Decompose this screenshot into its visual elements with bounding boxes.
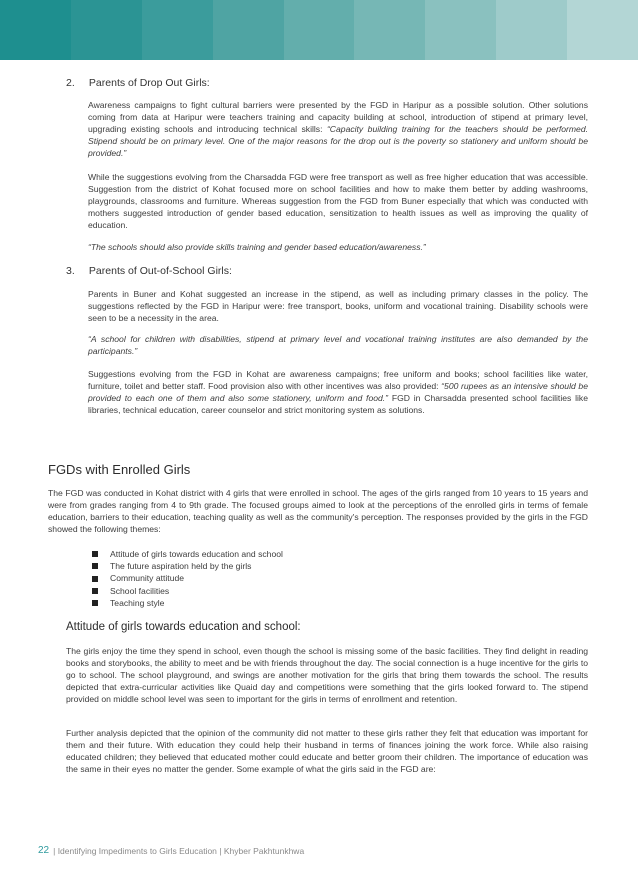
header-swatch [425,0,496,60]
attitude-title: Attitude of girls towards education and school: [66,621,301,633]
header-color-bar [0,0,638,60]
item-2-quote-text: “The schools should also provide skills training and gender based education/awareness.” [88,242,426,252]
header-swatch [142,0,213,60]
header-swatch [0,0,71,60]
square-bullet-icon [92,551,98,557]
item-2-title: Parents of Drop Out Girls: [88,77,210,89]
item-3-p3-text: Suggestions evolving from the FGD in Kohat are awareness campaigns; free uniform and books; school facilities like water, furniture, toilet and better staff. Food provision also with other incentives was also provided: [88,369,588,392]
item-2-paragraph-2: While the suggestions evolving from the Charsadda FGD were free transport as well as free higher education that was accessible. Suggestion from the district of Kohat focused more on school facilities and how to make them better by adding washrooms, playgrounds, classrooms and furniture. Whereas suggestion from the FGD from Buner especially that which was conducted with mothers suggested introduction of gender based education, sensitization to health issues as well as improving the quality of education. [88,172,588,231]
theme-label: Teaching style [110,597,165,608]
item-2-paragraph-1 [88,99,588,159]
footer-text: | Identifying Impediments to Girls Education | Khyber Pakhtunkhwa [53,845,305,856]
section-intro: The FGD was conducted in Kohat district with 4 girls that were enrolled in school. The ages of the girls ranged from 10 years to 15 years and were from grades ranging from 4 to 9th grade. The focused groups aimed to look at the perceptions of the enrolled girls in terms of female education, barriers to their education, teaching quality as well as the community's perception. The responses provided by the girls in the FGD showed the following themes: [48,488,588,535]
theme-label: The future aspiration held by the girls [110,561,252,572]
item-3-p3-rest: FGD in Charsadda presented school facilities like libraries, technical education, career counselor and strict monitoring system as solutions. [88,393,588,416]
item-3-heading [66,265,232,277]
theme-item [92,597,283,609]
header-swatch [496,0,567,60]
page-footer [38,845,304,856]
item-3-quote [88,333,588,357]
theme-label: Community attitude [110,573,185,584]
item-3-quote-text: “A school for children with disabilities, stipend at primary level and vocational training institutes are also demanded by the participants.” [88,334,588,357]
item-3-title: Parents of Out-of-School Girls: [88,265,232,277]
header-swatch [567,0,638,60]
header-swatch [213,0,284,60]
page-number: 22 [38,845,50,856]
header-swatch [284,0,355,60]
attitude-paragraph-2: Further analysis depicted that the opinion of the community did not matter to these girls rather they felt that education was important for them and their future. With education they could help their husband in terms of finances joining the work force. While also raising educated children; they believed that educated mother could educate and better groom their children. The importance of education was the same in their eyes no matter the gender. Some example of what the girls said in the FGD are: [66,728,588,775]
theme-label: School facilities [110,585,170,596]
square-bullet-icon [92,588,98,594]
item-2-p1-text: Awareness campaigns to fight cultural barriers were presented by the FGD in Haripur as a possible solution. Other solutions coming from data at Haripur were teachers training and capacity building at school, introduction of stipend at primary level, upgrading existing schools and introducing technical skills: [88,100,588,135]
item-3-paragraph-1: Parents in Buner and Kohat suggested an increase in the stipend, as well as including primary classes in the policy. The suggestions reflected by the FGD in Haripur were: free transport, books, uniform and vocational training. Disability schools were seen to be a necessity in the area. [88,289,588,324]
square-bullet-icon [92,563,98,569]
square-bullet-icon [92,576,98,582]
item-3-number: 3. [66,265,75,277]
theme-item [92,585,283,597]
header-swatch [71,0,142,60]
item-2-p1-quote: “Capacity building training for the teachers should be performed. Stipend should be on primary level. One of the major reasons for the drop out is the poverty so stationery and uniform should be provided.” [88,124,588,159]
item-3-p3-quote: “500 rupees as an intensive should be provided to each one of them and also some stationery, uniform and food.” [88,381,588,404]
header-swatch [354,0,425,60]
attitude-paragraph-1: The girls enjoy the time they spend in school, even though the school is missing some of the basic facilities. They find delight in reading books and storybooks, the ability to meet and be with friends throughout the day. The social connection is a huge incentive for the girls to go to school. The school playground, and swings are another motivation for the girls that bring them towards the school. The results depicted that extra-curricular activities like Quaid day and competitions were something that the girls looked forward to. The stipend provided on middle school level was seen to important for the girls in terms of enrollment and retention. [66,646,588,705]
section-title: FGDs with Enrolled Girls [48,462,191,477]
theme-label: Attitude of girls towards education and school [110,549,283,559]
item-2-number: 2. [66,77,75,89]
theme-item [92,548,283,560]
item-2-quote [88,241,588,253]
themes-list [92,548,283,609]
square-bullet-icon [92,600,98,606]
theme-item [92,572,283,584]
theme-item [92,560,283,572]
item-3-paragraph-3 [88,368,588,416]
item-2-heading [66,77,210,89]
